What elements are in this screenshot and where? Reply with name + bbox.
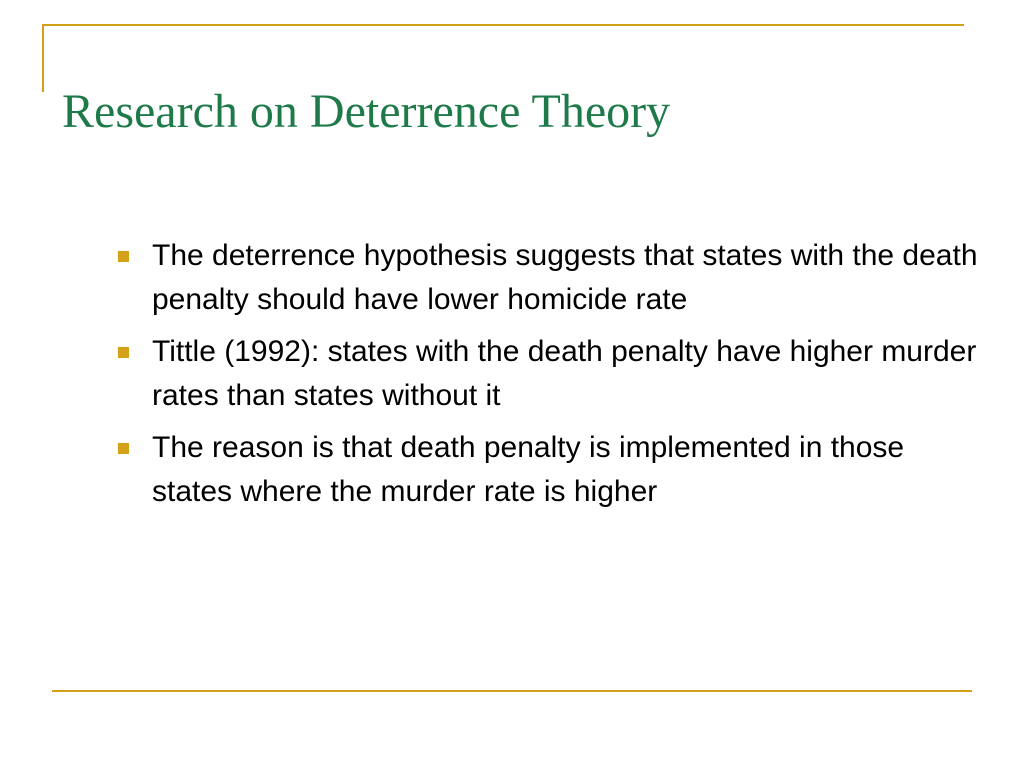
top-rule <box>44 24 964 26</box>
square-bullet-icon <box>118 347 129 358</box>
bullet-text: The reason is that death penalty is implemented in those states where the murder rate is higher <box>152 431 905 508</box>
bullet-item <box>112 234 992 322</box>
bullet-item <box>112 330 992 418</box>
slide-title: Research on Deterrence Theory <box>62 85 671 138</box>
bullet-list <box>112 234 992 522</box>
left-rule <box>42 24 44 92</box>
square-bullet-icon <box>118 443 129 454</box>
bullet-text: Tittle (1992): states with the death penalty have higher murder rates than states without it <box>152 335 977 412</box>
square-bullet-icon <box>118 251 129 262</box>
bullet-item <box>112 426 992 514</box>
bottom-rule <box>52 690 972 692</box>
bullet-text: The deterrence hypothesis suggests that states with the death penalty should have lower homicide rate <box>152 239 978 316</box>
